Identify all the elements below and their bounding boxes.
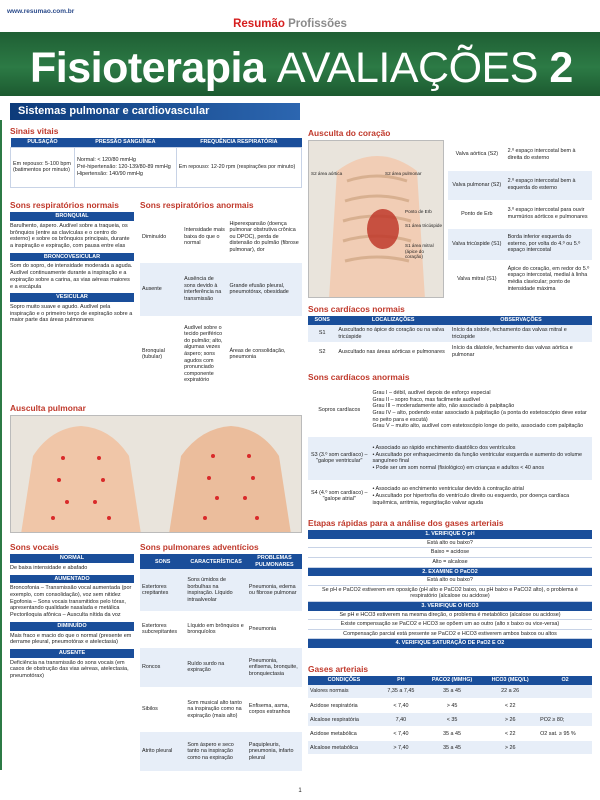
adventitious-heading: Sons pulmonares adventícios xyxy=(140,542,259,552)
fig-label: Ponto de Erb xyxy=(405,209,432,214)
cell: 35 a 45 xyxy=(422,727,482,741)
abnormal-heart-table xyxy=(308,384,592,513)
abnormal-breath-heading: Sons respiratórios anormais xyxy=(140,200,254,210)
cell: Valva pulmonar (S2) xyxy=(448,170,506,200)
adventitious-sounds xyxy=(140,542,302,782)
step-line: Está alto ou baixo? xyxy=(308,576,592,586)
vitals-heading: Sinais vitais xyxy=(10,126,59,136)
cell xyxy=(538,685,592,699)
cell: Alcalose respiratória xyxy=(308,713,380,727)
normal-breath-sounds xyxy=(10,200,134,400)
step-4: 4. VERIFIQUE SATURAÇÃO DE PaO2 E O2 xyxy=(308,639,592,648)
fig-label: S2 área aórtica xyxy=(311,171,343,176)
normal-breath-heading: Sons respiratórios normais xyxy=(10,200,119,210)
cell: Sons úmidos de borbulhas na inspiração. Líquido intraalveolar xyxy=(185,569,247,611)
label-bronquial: BRONQUIAL xyxy=(10,212,134,221)
step-line: Está alto ou baixo? xyxy=(308,539,592,549)
cell: O2 sat. ≥ 95 % xyxy=(538,727,592,741)
text-bronquial: Barulhento, áspero. Audível sobre a traqueia, os brônquios (entre as clavículas e o centro do esterno) e sobre os brônquios principais, durante a inspiração e expiração, com pausa entre elas xyxy=(10,222,130,250)
cell: Hiperexpansão (doença pulmonar obstrutiva crônica ou DPOC), perda de distensão do pulmão (fibrose pulmonar), dor xyxy=(227,212,302,262)
cell: Acidose metabólica xyxy=(308,727,380,741)
lung-figure xyxy=(10,415,302,533)
cell: Enfisema, asma, corpos estranhos xyxy=(247,687,302,731)
col-head: O2 xyxy=(538,676,592,685)
page-title xyxy=(30,42,573,94)
cell: S3 (3.º som cardíaco) – "galope ventricular" xyxy=(308,436,370,480)
cell: Som musical alto tanto na inspiração como na expiração (mais alto) xyxy=(185,687,247,731)
step-line: Se pH e PaCO2 estiverem em oposição (pH alto e PaCO2 baixo, ou pH baixo e PaCO2 alto), o problema é respiratório (alcalose ou acidose) xyxy=(308,586,592,602)
cell: 2.º espaço intercostal bem à esquerda do esterno xyxy=(506,170,592,200)
cell: Paquipleuris, pneumonia, infarto pleural xyxy=(247,731,302,771)
col-head: OBSERVAÇÕES xyxy=(450,316,592,325)
text-aumentado: Broncofonia – Transmissão vocal aumentada (por exemplo, com consolidação), voz sem nitidez Egofonia – Sons vocais transmitidos pelo tórax, apresentando qualidade nasalada e metálica Pectoriloquia afônica – Ausculta nítida da voz xyxy=(10,585,132,619)
abnormal-breath-sounds xyxy=(140,200,302,400)
title-sub: AVALIAÇÕES xyxy=(276,44,538,92)
cell: Auscultado nas áreas aórticas e pulmonares xyxy=(336,343,450,361)
section-title: Sistemas pulmonar e cardiovascular xyxy=(10,103,300,120)
step-line: Se pH e HCO3 estiverem na mesma direção, o problema é metabólico (alcalose ou acidose) xyxy=(308,611,592,621)
cell: Pneumonia, enfisema, bronquite, bronquiectasia xyxy=(247,647,302,687)
fig-label: S2 área pulmonar xyxy=(385,171,422,176)
fig-label: S1 área tricúspide xyxy=(405,223,443,228)
cell: Áreas de consolidação, pneumonia xyxy=(227,316,302,392)
cell: 35 a 45 xyxy=(422,685,482,699)
cell: S2 xyxy=(308,343,336,361)
cell: < 7,40 xyxy=(380,699,422,713)
cell: Borda inferior esquerda do esterno, por volta do 4.º ou 5.º espaço intercostal xyxy=(506,228,592,260)
cell: > 45 xyxy=(422,699,482,713)
brand-part2: Profissões xyxy=(288,18,347,30)
step-line: Compensação parcial está presente se PaCO2 e HCO3 estiverem ambos baixos ou altos xyxy=(308,630,592,640)
cell: Ponto de Erb xyxy=(448,200,506,228)
cell: Ausente xyxy=(140,262,182,316)
title-number: 2 xyxy=(549,44,573,92)
cell: Audível sobre o tecido periférico do pulmão; alto, algumas vezes áspero; sons agudos com pronunciado componente expiratório xyxy=(182,316,227,392)
label-vesicular: VESICULAR xyxy=(10,293,134,302)
step-3: 3. VERIFIQUE O HCO3 xyxy=(308,602,592,611)
vitals-col-pressure: PRESSÃO SANGUÍNEA xyxy=(75,138,177,147)
cell: > 7,40 xyxy=(380,741,422,755)
cell: Valores normais xyxy=(308,685,380,699)
cell: Acidose respiratória xyxy=(308,699,380,713)
page-number: 1 xyxy=(298,788,302,794)
cell: PO2 ≥ 80; xyxy=(538,713,592,727)
cell: Líquido em brônquios e bronquíolos xyxy=(185,611,247,647)
cell: 7,40 xyxy=(380,713,422,727)
normal-heart-sounds xyxy=(308,304,592,366)
cell: Som áspero e seco tanto na inspiração como na expiração xyxy=(185,731,247,771)
heart-auscultation xyxy=(308,128,592,300)
lung-auscultation-heading: Ausculta pulmonar xyxy=(10,403,86,413)
cell: Grande efusão pleural, pneumotórax, obesidade xyxy=(227,262,302,316)
label-diminuido: DIMINUÍDO xyxy=(10,622,134,631)
cell: Atrito pleural xyxy=(140,731,185,771)
vitals-col-resp: FREQUÊNCIA RESPIRATÓRIA xyxy=(176,138,301,147)
cell: 7,35 a 7,45 xyxy=(380,685,422,699)
cell: Diminuído xyxy=(140,212,182,262)
cell: 35 a 45 xyxy=(422,741,482,755)
heart-heading: Ausculta do coração xyxy=(308,128,391,138)
step-line: Existe compensação se PaCO2 e HCO3 se opõem um ao outro (alto x baixo ou vice-versa) xyxy=(308,620,592,630)
title-banner xyxy=(0,32,600,96)
heart-figure xyxy=(308,140,444,298)
cell: < 7,40 xyxy=(380,727,422,741)
cell: Bronquial (tubular) xyxy=(140,316,182,392)
torso-front-shape xyxy=(21,426,141,533)
cell: Estertores crepitantes xyxy=(140,569,185,611)
cell: • Associado ao enchimento ventricular devido à contração atrial • Auscultado por hipertrofia do ventrículo direito ou esquerdo, por doença cardíaca isquêmica, arritmia, regurgitação valvar aguda xyxy=(370,480,592,512)
site-url: www.resumao.com.br xyxy=(7,8,75,15)
gases-heading: Gases arteriais xyxy=(308,664,369,674)
vitals-cell: Em repouso: 12-20 rpm (respirações por minuto) xyxy=(176,147,301,187)
gases-table xyxy=(308,676,592,755)
cell: Ápice do coração, em redor do 5.º espaço intercostal, medial à linha média clavicular; ponto de intensidade máxima xyxy=(506,260,592,298)
step-2: 2. EXAMINE O PaCO2 xyxy=(308,568,592,577)
gas-steps-heading: Etapas rápidas para a análise dos gases arteriais xyxy=(308,518,504,528)
cell: S4 (4.º som cardíaco) – "galope atrial" xyxy=(308,480,370,512)
torso-back-shape xyxy=(169,426,291,533)
abnormal-heart-sounds xyxy=(308,372,592,514)
cell: 2.º espaço intercostal bem à direita do esterno xyxy=(506,140,592,170)
col-head: SONS xyxy=(308,316,336,325)
col-head: SONS xyxy=(140,554,185,569)
text-broncovesicular: Som do sopro, de intensidade moderada a aguda. Audível continuamente durante a inspiração e a expiração sobre a carina, as vias aéreas maiores e a escápula xyxy=(10,263,133,290)
label-aumentado: AUMENTADO xyxy=(10,575,134,584)
cell: Auscultado no ápice do coração ou na valva tricúspide xyxy=(336,325,450,343)
vitals-col-pulse: PULSAÇÃO xyxy=(11,138,75,147)
adventitious-table xyxy=(140,554,302,772)
cell: Sopros cardíacos xyxy=(308,384,370,436)
cell: > 26 xyxy=(482,741,538,755)
text-ausente: Deficiência na transmissão do sons vocais (em casos de obstrução das vias aéreas, atelectasia, pneumotórax) xyxy=(10,659,129,680)
text-vesicular: Sopro muito suave e agudo. Audível pela inspiração e o primeiro terço de expiração sobre a maior parte das áreas pulmonares xyxy=(10,303,133,324)
cell: < 35 xyxy=(422,713,482,727)
cell: 22 a 26 xyxy=(482,685,538,699)
abnormal-heart-heading: Sons cardíacos anormais xyxy=(308,372,410,382)
ribcage-illustration xyxy=(309,141,444,298)
title-main: Fisioterapia xyxy=(30,44,266,92)
brand-logo xyxy=(198,17,382,32)
vocal-sounds xyxy=(10,542,134,782)
label-ausente: AUSENTE xyxy=(10,649,134,658)
side-stripe xyxy=(0,120,2,770)
col-head: HCO3 (MEQ/L) xyxy=(482,676,538,685)
abnormal-breath-table xyxy=(140,212,302,393)
col-head: CARACTERÍSTICAS xyxy=(185,554,247,569)
cell: Estertores subcrepitantes xyxy=(140,611,185,647)
cell: Pneumonia, edema ou fibrose pulmonar xyxy=(247,569,302,611)
cell: < 22 xyxy=(482,699,538,713)
vitals-cell: Em repouso: 5-100 bpm (batimentos por minuto) xyxy=(11,147,75,187)
cell: Início da diástole, fechamento das valvas aórtica e pulmonar xyxy=(450,343,592,361)
step-line: Baixo = acidose xyxy=(308,548,592,558)
cell: < 22 xyxy=(482,727,538,741)
step-1: 1. VERIFIQUE O pH xyxy=(308,530,592,539)
cell: Pneumonia xyxy=(247,611,302,647)
col-head: PH xyxy=(380,676,422,685)
normal-heart-heading: Sons cardíacos normais xyxy=(308,304,405,314)
fig-label: S1 área mitral (ápice do coração) xyxy=(405,243,434,260)
cell: Valva tricúspide (S1) xyxy=(448,228,506,260)
col-head: PROBLEMAS PULMONARES xyxy=(247,554,302,569)
lung-auscultation xyxy=(10,403,302,535)
cell: Ruído surdo na expiração xyxy=(185,647,247,687)
cell: Grau I – débil, audível depois de esforço especial Grau II – sopro fraco, mas facilmente audível Grau III – moderadamente alto, não associado à palpitação Grau IV – alto, podendo estar associado à palpitação (a ponta do estetoscópio deve estar no peito para e escutá) Grau V – muito alto, audível com estetoscópio longe do peito, associado com palpitação xyxy=(370,384,592,436)
vitals-table xyxy=(10,138,302,188)
cell: S1 xyxy=(308,325,336,343)
cell: Ausência de sons devido à interferência na transmissão xyxy=(182,262,227,316)
cell: Alcalose metabólica xyxy=(308,741,380,755)
cell: • Associado ao rápido enchimento diastólico dos ventrículos • Auscultado por enfraquecimento da função ventricular esquerda e aumento do volume sanguíneo final • Pode ser um som normal (fisiológico) em crianças e adultos < 40 anos xyxy=(370,436,592,480)
cell: Início da sístole, fechamento das valvas mitral e tricúspide xyxy=(450,325,592,343)
cell xyxy=(538,699,592,713)
valves-table xyxy=(448,140,592,299)
col-head: CONDIÇÕES xyxy=(308,676,380,685)
cell: Sibilos xyxy=(140,687,185,731)
cell: Intensidade mais baixa do que o normal xyxy=(182,212,227,262)
brand-part1: Resumão xyxy=(233,18,285,30)
normal-heart-table xyxy=(308,316,592,361)
cell: Roncos xyxy=(140,647,185,687)
col-head: LOCALIZAÇÕES xyxy=(336,316,450,325)
step-line: Alto = alcalose xyxy=(308,558,592,568)
label-normal: NORMAL xyxy=(10,554,134,563)
vocal-heading: Sons vocais xyxy=(10,542,59,552)
col-head: PACO2 (MMHG) xyxy=(422,676,482,685)
text-diminuido: Mais fraco e macio do que o normal (presente em derrame pleural, pneumotórax e atelectasia) xyxy=(10,632,132,646)
cell: Valva aórtica (S2) xyxy=(448,140,506,170)
blood-gas-steps xyxy=(308,518,592,662)
cell xyxy=(538,741,592,755)
arterial-gases xyxy=(308,664,592,776)
cell: Valva mitral (S1) xyxy=(448,260,506,298)
text-normal: De baixa intensidade e abafado xyxy=(10,564,88,571)
cell: 3.º espaço intercostal para ouvir murmúrios aórticos e pulmonares xyxy=(506,200,592,228)
label-broncovesicular: BRONCOVESICULAR xyxy=(10,253,134,262)
vitals-cell: Normal: < 120/80 mmHg Pré-hipertensão: 120-139/80-89 mmHg Hipertensão: 140/90 mmHg xyxy=(75,147,177,187)
cell: > 26 xyxy=(482,713,538,727)
